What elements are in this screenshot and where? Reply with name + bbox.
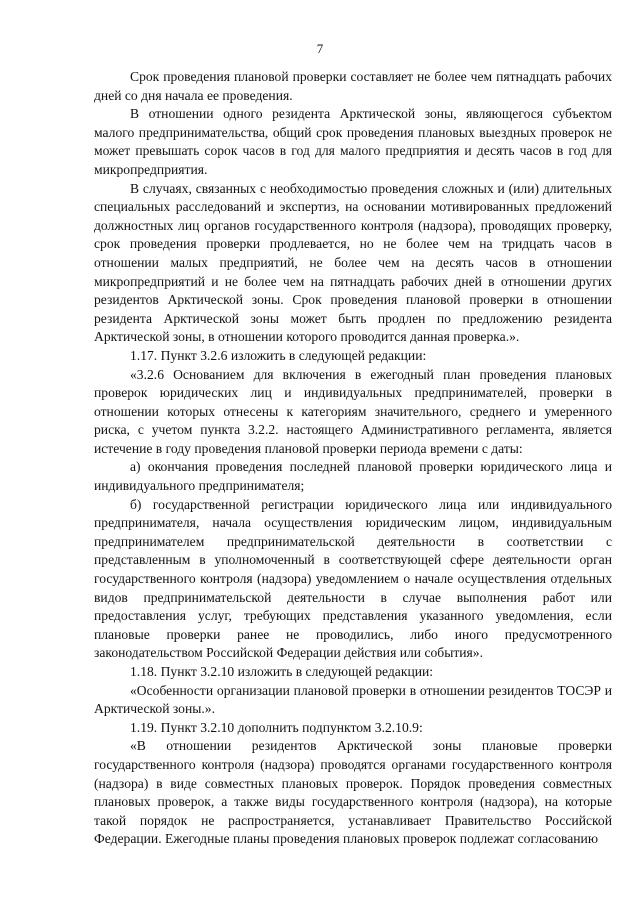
paragraph-clause-3-2-6: «3.2.6 Основанием для включения в ежегодный план проведения плановых проверок юридических лиц и индивидуальных предпринимателей, проверки в отношении которых отнесены к категориям значительного, среднего и умеренного риска, с учетом пункта 3.2.2. настоящего Административного регламента, является истечение в году проведения плановой проверки периода времени с даты: (94, 366, 612, 456)
paragraph-inspection-duration: Срок проведения плановой проверки составляет не более чем пятнадцать рабочих дней со дня начала ее проведения. (94, 69, 612, 103)
paragraph-small-business-limit: В отношении одного резидента Арктической зоны, являющегося субъектом малого предпринимательства, общий срок проведения плановых выездных проверок не может превышать сорок часов в год для малого предприятия и десять часов в год для микропредприятия. (94, 106, 612, 177)
page-number: 7 (316, 41, 324, 56)
paragraph-tosar-features: «Особенности организации плановой проверки в отношении резидентов ТОСЭР и Арктической зоны.». (94, 682, 612, 717)
document-body (94, 68, 612, 849)
paragraph-subitem-b: б) государственной регистрации юридического лица или индивидуального предпринимателя, начала осуществления юридическим лицом, индивидуальным предпринимателем предпринимательской деятельности в соответствии с представленным в уполномоченный в соответствующей сфере деятельности орган государственного контроля (надзора) уведомлением о начале осуществления отдельных видов предпринимательской деятельности в случае выполнения работ или предоставления услуг, требующих представления указанного уведомления, если плановые проверки ранее не проводились, либо иного предусмотренного законодательством Российской Федерации действия или события». (94, 496, 612, 661)
paragraph-item-1-17: 1.17. Пункт 3.2.6 изложить в следующей редакции: (130, 347, 427, 363)
paragraph-subitem-a: а) окончания проведения последней плановой проверки юридического лица и индивидуального предпринимателя; (94, 459, 612, 494)
paragraph-extension-cases: В случаях, связанных с необходимостью проведения сложных и (или) длительных специальных расследований и экспертиз, на основании мотивированных предложений должностных лиц органов государственного контроля (надзора), проводящих проверку, срок проведения проверки продлевается, но не более чем на тридцать часов в отношении малых предприятий, не более чем на десять часов в отношении микропредприятий и не более чем на пятнадцать рабочих дней в отношении других резидентов Арктической зоны. Срок проведения плановой проверки в отношении резидента Арктической зоны может быть продлен по предложению резидента Арктической зоны, в отношении которого проводится данная проверка.». (94, 180, 612, 345)
paragraph-joint-inspections: «В отношении резидентов Арктической зоны плановые проверки государственного контроля (надзора) проводятся органами государственного контроля (надзора) в виде совместных плановых проверок. Порядок проведения совместных плановых проверок, а также виды государственного контроля (надзора), на которые такой порядок не распространяется, устанавливает Правительство Российской Федерации. Ежегодные планы проведения плановых проверок подлежат согласованию (94, 738, 612, 847)
paragraph-item-1-18: 1.18. Пункт 3.2.10 изложить в следующей редакции: (130, 664, 434, 679)
paragraph-item-1-19: 1.19. Пункт 3.2.10 дополнить подпунктом 3.2.10.9: (130, 719, 423, 735)
